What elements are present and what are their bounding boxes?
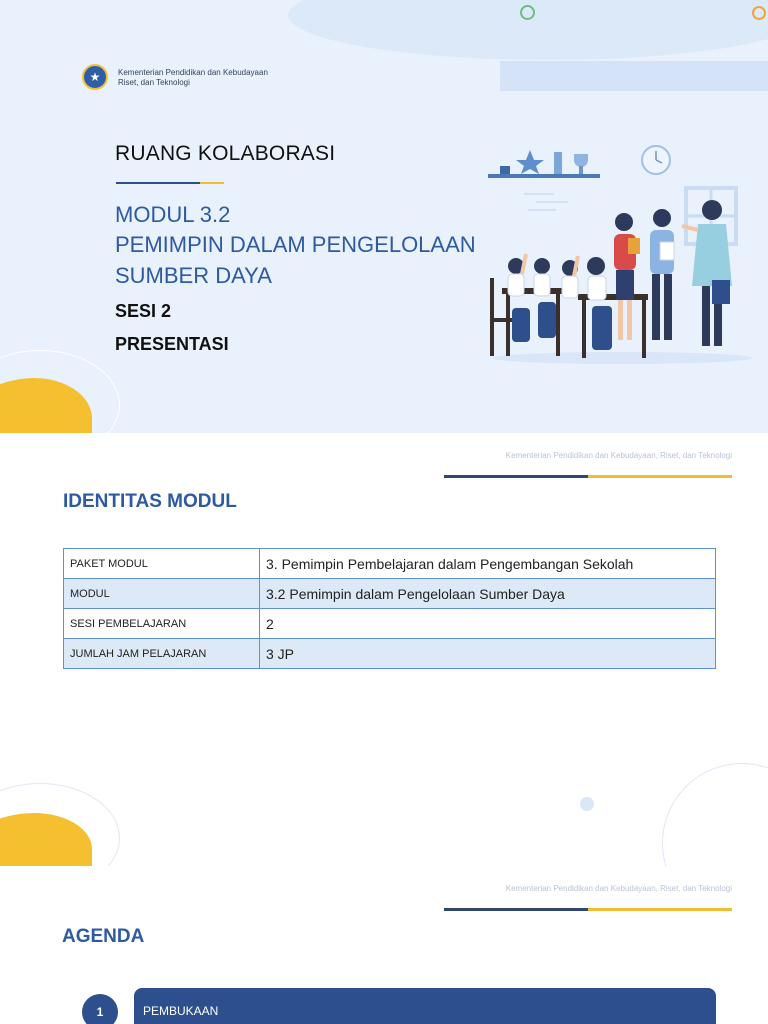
row-value: 2 [260, 609, 716, 639]
ministry-logo-icon: ★ [82, 64, 108, 90]
session-label: SESI 2 [115, 301, 172, 321]
agenda-slide [0, 866, 768, 1024]
module-identity-table [63, 548, 716, 669]
table-row [64, 639, 716, 669]
decor-ring-icon [752, 6, 766, 20]
footer-rule [444, 908, 732, 911]
student-icon [508, 254, 530, 342]
module-number: MODUL 3.2 [115, 202, 231, 227]
ministry-line-2: Riset, dan Teknologi [118, 78, 190, 87]
row-key: JUMLAH JAM PELAJARAN [64, 639, 260, 669]
table-row [64, 549, 716, 579]
identitas-slide [0, 433, 768, 866]
row-value: 3 JP [260, 639, 716, 669]
teacher-icon [682, 200, 732, 346]
decor-dot [580, 797, 594, 811]
row-value: 3. Pemimpin Pembelajaran dalam Pengembangan Sekolah [260, 549, 716, 579]
ministry-name [118, 68, 268, 88]
section-title: IDENTITAS MODUL [63, 491, 237, 512]
section-title: AGENDA [62, 926, 145, 947]
student-icon [587, 257, 612, 350]
row-key: MODUL [64, 579, 260, 609]
table-row [64, 609, 716, 639]
agenda-number-badge: 1 [82, 994, 118, 1024]
trophy-shelf-icon [488, 150, 600, 178]
agenda-item[interactable]: PEMBUKAAN [134, 988, 716, 1024]
student-icon [534, 258, 556, 338]
row-value: 3.2 Pemimpin dalam Pengelolaan Sumber Daya [260, 579, 716, 609]
table-row [64, 579, 716, 609]
ministry-line-1: Kementerian Pendidikan dan Kebudayaan [118, 68, 268, 77]
decor-circle [662, 763, 768, 866]
footer-caption: Kementerian Pendidikan dan Kebudayaan, Riset, dan Teknologi [505, 884, 732, 893]
teacher-icon [614, 213, 640, 340]
row-key: PAKET MODUL [64, 549, 260, 579]
clock-icon [642, 146, 670, 174]
row-key: SESI PEMBELAJARAN [64, 609, 260, 639]
decor-ring-icon [520, 5, 535, 20]
presentation-label: PRESENTASI [115, 334, 229, 354]
footer-rule [444, 475, 732, 478]
footer-caption: Kementerian Pendidikan dan Kebudayaan, Riset, dan Teknologi [505, 451, 732, 460]
student-icon [562, 256, 578, 298]
module-title-line-1: PEMIMPIN DALAM PENGELOLAAN [115, 232, 476, 257]
header-bar [500, 61, 768, 91]
classroom-illustration [482, 138, 752, 368]
module-title-line-2: SUMBER DAYA [115, 263, 272, 288]
cover-title: RUANG KOLABORASI [115, 142, 336, 165]
cover-slide [0, 0, 768, 433]
teacher-icon [650, 209, 674, 340]
